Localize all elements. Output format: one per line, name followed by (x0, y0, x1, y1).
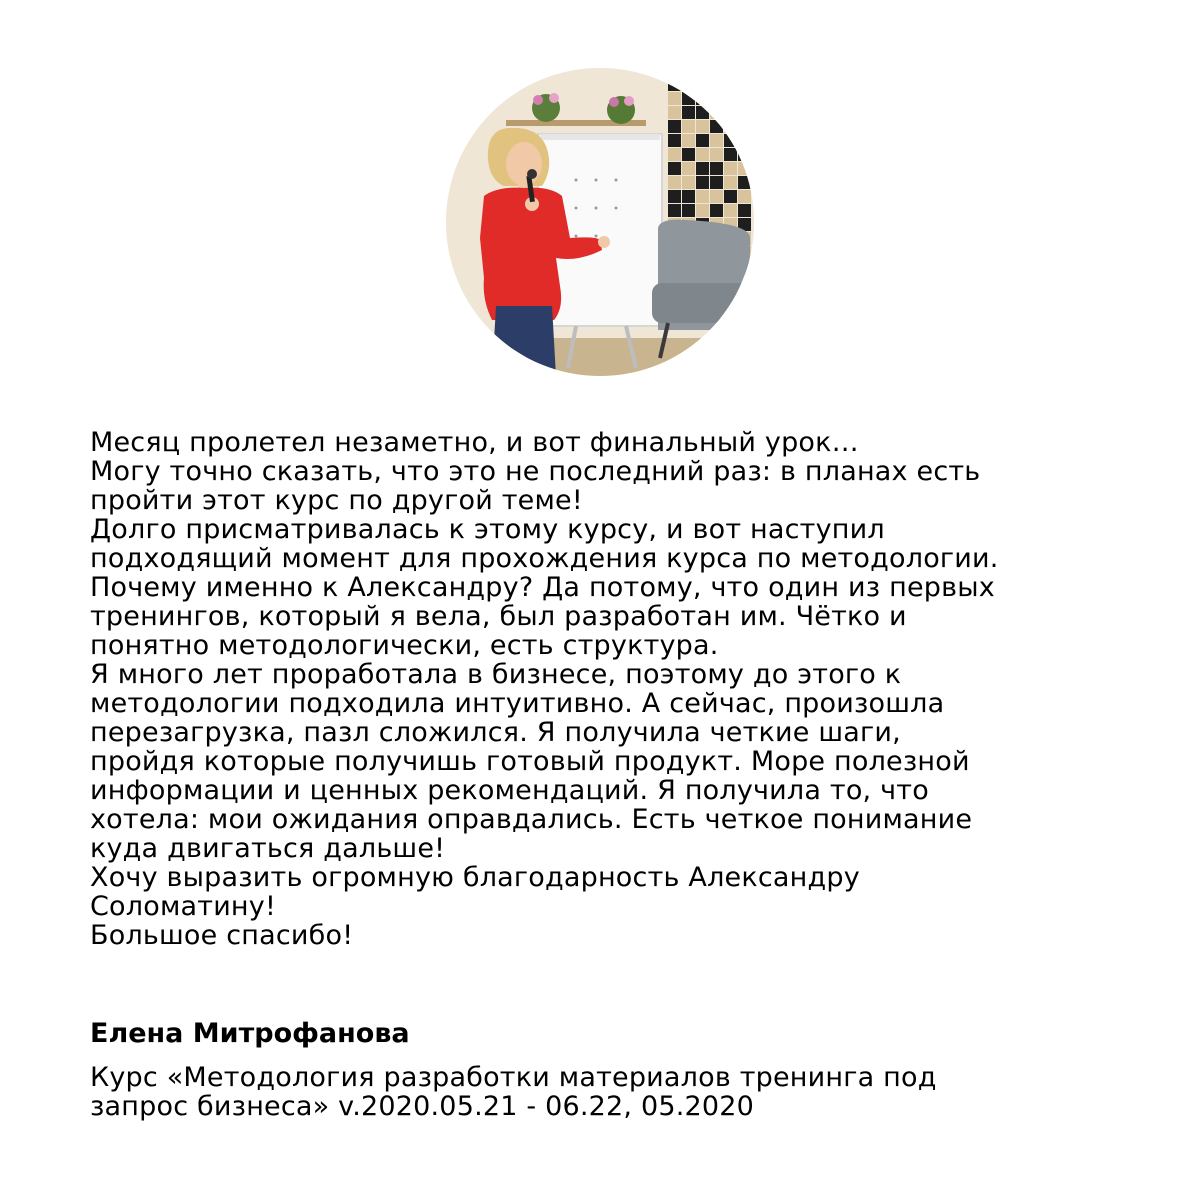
wall-tile (682, 190, 695, 203)
wall-tile (668, 190, 681, 203)
wall-tile (696, 176, 709, 189)
wall-tile (738, 190, 751, 203)
wall-tile (668, 120, 681, 133)
wall-tile (696, 120, 709, 133)
wall-tile (724, 176, 737, 189)
review-line: Хочу выразить огромную благодарность Александру (90, 862, 860, 893)
wall-tile (724, 92, 737, 105)
review-line: Соломатину! (90, 891, 276, 922)
wall-tile (724, 162, 737, 175)
wall-tile (668, 134, 681, 147)
wall-tile (724, 78, 737, 91)
wall-tile (724, 106, 737, 119)
wall-tile (738, 106, 751, 119)
wall-tile (710, 148, 723, 161)
course-line: Курс «Методология разработки материалов тренинга под (90, 1062, 937, 1093)
wall-tile (682, 148, 695, 161)
wall-tile (696, 148, 709, 161)
course-info (90, 1063, 1150, 1121)
wall-tile (710, 162, 723, 175)
wall-tile (682, 120, 695, 133)
review-text (90, 428, 1150, 950)
wall-tile (710, 78, 723, 91)
wall-tile (668, 204, 681, 217)
presenter-photo (446, 68, 754, 376)
wall-tile (738, 162, 751, 175)
wall-tile (682, 78, 695, 91)
review-line: Почему именно к Александру? Да потому, что один из первых (90, 572, 995, 603)
review-line: пройдя которые получишь готовый продукт. Море полезной (90, 746, 970, 777)
wall-tile (682, 92, 695, 105)
wall-tile (724, 204, 737, 217)
review-line: пройти этот курс по другой теме! (90, 485, 583, 516)
wall-tile (710, 92, 723, 105)
review-line: понятно методологически, есть структура. (90, 630, 719, 661)
wall-tile (668, 78, 681, 91)
wall-tile (682, 134, 695, 147)
wall-tile (710, 176, 723, 189)
review-line: тренингов, который я вела, был разработан им. Чётко и (90, 601, 907, 632)
review-line: Месяц пролетел незаметно, и вот финальный урок… (90, 427, 859, 458)
wall-tile (738, 204, 751, 217)
wall-tile (724, 190, 737, 203)
wall-tile (738, 78, 751, 91)
wall-tile (668, 148, 681, 161)
course-line: запрос бизнеса» v.2020.05.21 - 06.22, 05.2020 (90, 1091, 755, 1122)
wall-tile (696, 204, 709, 217)
wall-tile (668, 162, 681, 175)
review-line: Долго присматривалась к этому курсу, и вот наступил (90, 514, 885, 545)
review-line: Я много лет проработала в бизнесе, поэтому до этого к (90, 659, 902, 690)
wall-tile (668, 106, 681, 119)
wall-tile (696, 134, 709, 147)
wall-tile (696, 78, 709, 91)
wall-tile (724, 134, 737, 147)
review-line: хотела: мои ожидания оправдались. Есть четкое понимание (90, 804, 973, 835)
wall-tile (682, 204, 695, 217)
review-line: подходящий момент для прохождения курса по методологии. (90, 543, 999, 574)
wall-tile (682, 176, 695, 189)
wall-tile (738, 134, 751, 147)
review-line: перезагрузка, пазл сложился. Я получила четкие шаги, (90, 717, 901, 748)
wall-tile (738, 176, 751, 189)
wall-tile (682, 162, 695, 175)
review-line: Могу точно сказать, что это не последний раз: в планах есть (90, 456, 981, 487)
wall-tile (724, 120, 737, 133)
wall-tile (710, 134, 723, 147)
wall-tile (724, 148, 737, 161)
author-name: Елена Митрофанова (90, 1018, 410, 1049)
wall-tile (710, 204, 723, 217)
wall-tile (738, 148, 751, 161)
wall-tile (668, 92, 681, 105)
wall-tile (710, 190, 723, 203)
review-line: информации и ценных рекомендаций. Я получила то, что (90, 775, 929, 806)
review-line: методологии подходила интуитивно. А сейчас, произошла (90, 688, 945, 719)
wall-tile (696, 162, 709, 175)
wall-tile (710, 106, 723, 119)
wall-tile (682, 106, 695, 119)
wall-tile (668, 176, 681, 189)
wall-tile (696, 92, 709, 105)
wall-tile (738, 120, 751, 133)
wall-tile (696, 190, 709, 203)
review-line: куда двигаться дальше! (90, 833, 446, 864)
wall-tile (738, 92, 751, 105)
review-line: Большое спасибо! (90, 920, 354, 951)
wall-tile (710, 120, 723, 133)
wall-tile (696, 106, 709, 119)
